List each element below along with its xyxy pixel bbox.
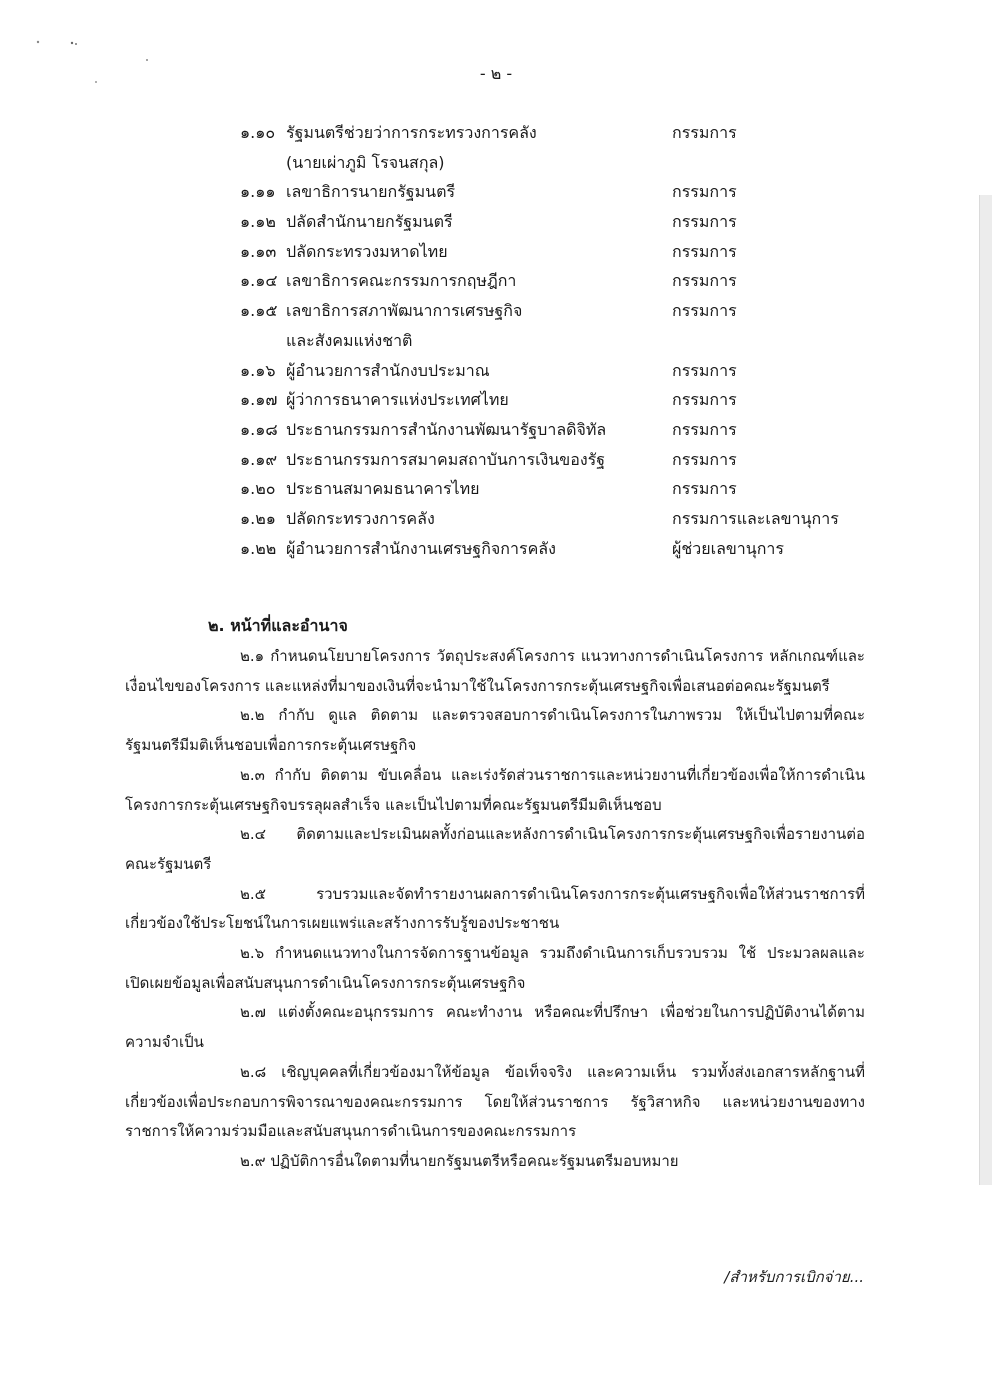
duty-text: ๒.๒ กำกับ ดูแล ติดตาม และตรวจสอบการดำเนินโครงการในภาพรวม ให้เป็นไปตามที่คณะรัฐมนตรีมีมติเห็นชอบเพื่อการกระตุ้นเศรษฐกิจ: [125, 706, 865, 755]
member-row: [240, 504, 880, 534]
duty-paragraph: [125, 939, 865, 998]
member-row-continuation: [240, 326, 880, 356]
duty-text: ๒.๖ กำหนดแนวทางในการจัดการฐานข้อมูล รวมถึงดำเนินการเก็บรวบรวม ใช้ ประมวลผลและเปิดเผยข้อมูลเพื่อสนับสนุนการดำเนินโครงการกระตุ้นเศรษฐกิจ: [125, 944, 865, 992]
member-role: กรรมการ: [672, 241, 737, 261]
member-row: [240, 118, 880, 148]
member-title: รัฐมนตรีช่วยว่าการกระทรวงการคลัง: [286, 123, 537, 142]
duty-paragraph: [125, 642, 865, 701]
scrollbar[interactable]: [979, 195, 992, 1185]
member-role: กรรมการ: [672, 123, 737, 142]
member-title: ปลัดสำนักนายกรัฐมนตรี: [286, 212, 453, 232]
member-number: ๑.๒๐: [240, 479, 276, 499]
member-title: ผู้อำนวยการสำนักงบประมาณ: [286, 360, 490, 380]
duty-text: ๒.๙ ปฏิบัติการอื่นใดตามที่นายกรัฐมนตรีหรือคณะรัฐมนตรีมอบหมาย: [240, 1151, 679, 1170]
duty-paragraph: [125, 761, 865, 820]
continuation-note: /สำหรับการเบิกจ่าย...: [724, 1268, 864, 1286]
member-title: ประธานกรรมการสมาคมสถาบันการเงินของรัฐ: [286, 449, 606, 469]
duties-list: [125, 642, 865, 1177]
member-role: กรรมการและเลขานุการ: [672, 508, 839, 528]
duty-text: ๒.๔ ติดตามและประเมินผลทั้งก่อนและหลังการดำเนินโครงการกระตุ้นเศรษฐกิจเพื่อรายงานต่อคณะรัฐมนตรี: [125, 825, 865, 873]
member-number: ๑.๑๓: [240, 241, 277, 261]
member-row: [240, 534, 880, 564]
member-row: [240, 296, 880, 326]
duty-text: ๒.๗ แต่งตั้งคณะอนุกรรมการ คณะทำงาน หรือคณะที่ปรึกษา เพื่อช่วยในการปฏิบัติงานได้ตามความจำเป็น: [125, 1003, 865, 1052]
member-role: ผู้ช่วยเลขานุการ: [672, 538, 784, 558]
committee-member-list: [240, 118, 880, 563]
member-row: [240, 445, 880, 475]
member-number: ๑.๑๗: [240, 390, 278, 410]
member-role: กรรมการ: [672, 182, 737, 202]
member-number: ๑.๑๔: [240, 271, 278, 291]
member-role: กรรมการ: [672, 390, 737, 410]
member-number: ๑.๑๙: [240, 449, 278, 469]
member-role: กรรมการ: [672, 271, 737, 291]
member-title: ประธานสมาคมธนาคารไทย: [286, 479, 480, 499]
duty-paragraph: [125, 1147, 865, 1177]
member-number: ๑.๑๑: [240, 182, 276, 202]
member-role: กรรมการ: [672, 419, 737, 439]
section-heading: ๒. หน้าที่และอำนาจ: [208, 616, 348, 635]
member-role: กรรมการ: [672, 212, 737, 232]
member-title-continuation: (นายเผ่าภูมิ โรจนสกุล): [286, 152, 445, 172]
member-row: [240, 237, 880, 267]
duty-paragraph: [125, 998, 865, 1057]
member-number: ๑.๒๒: [240, 538, 277, 558]
member-title: ปลัดกระทรวงมหาดไทย: [286, 241, 448, 261]
member-role: กรรมการ: [672, 360, 737, 380]
member-role: กรรมการ: [672, 301, 737, 321]
member-role: กรรมการ: [672, 479, 737, 499]
member-row: [240, 177, 880, 207]
member-title: ประธานกรรมการสำนักงานพัฒนารัฐบาลดิจิทัล: [286, 419, 607, 439]
member-row-continuation: [240, 148, 880, 178]
member-title: เลขาธิการนายกรัฐมนตรี: [286, 182, 456, 202]
member-number: ๑.๑๒: [240, 212, 276, 232]
member-row: [240, 266, 880, 296]
member-row: [240, 356, 880, 386]
member-number: ๑.๒๑: [240, 508, 276, 528]
member-number: ๑.๑๘: [240, 419, 278, 439]
member-row: [240, 385, 880, 415]
duty-paragraph: [125, 820, 865, 879]
member-title: ผู้อำนวยการสำนักงานเศรษฐกิจการคลัง: [286, 538, 556, 558]
duty-paragraph: [125, 701, 865, 760]
member-number: ๑.๑๕: [240, 301, 278, 321]
duty-paragraph: [125, 1058, 865, 1147]
duty-text: ๒.๑ กำหนดนโยบายโครงการ วัตถุประสงค์โครงการ แนวทางการดำเนินโครงการ หลักเกณฑ์และเงื่อนไขของโครงการ และแหล่งที่มาของเงินที่จะนำมาใช้ในโครงการกระตุ้นเศรษฐกิจเพื่อเสนอต่อคณะรัฐมนตรี: [125, 647, 865, 695]
member-number: ๑.๑๐: [240, 123, 276, 142]
member-number: ๑.๑๖: [240, 360, 276, 380]
member-title-continuation: และสังคมแห่งชาติ: [286, 330, 413, 350]
member-title: เลขาธิการคณะกรรมการกฤษฎีกา: [286, 271, 517, 291]
member-title: ผู้ว่าการธนาคารแห่งประเทศไทย: [286, 390, 509, 410]
duty-text: ๒.๕ รวบรวมและจัดทำรายงานผลการดำเนินโครงการกระตุ้นเศรษฐกิจเพื่อให้ส่วนราชการที่เกี่ยวข้องใช้ประโยชน์ในการเผยแพร่และสร้างการรับรู้ของประชาชน: [125, 884, 865, 933]
member-title: เลขาธิการสภาพัฒนาการเศรษฐกิจ: [286, 301, 523, 321]
member-title: ปลัดกระทรวงการคลัง: [286, 508, 435, 528]
duty-text: ๒.๓ กำกับ ติดตาม ขับเคลื่อน และเร่งรัดส่วนราชการและหน่วยงานที่เกี่ยวข้องเพื่อให้การดำเนินโครงการกระตุ้นเศรษฐกิจบรรลุผลสำเร็จ และเป็นไปตามที่คณะรัฐมนตรีมีมติเห็นชอบ: [125, 765, 865, 814]
member-role: กรรมการ: [672, 449, 737, 469]
duty-paragraph: [125, 880, 865, 939]
page-number: - ๒ -: [479, 64, 513, 83]
member-row: [240, 474, 880, 504]
member-row: [240, 207, 880, 237]
member-row: [240, 415, 880, 445]
duty-text: ๒.๘ เชิญบุคคลที่เกี่ยวข้องมาให้ข้อมูล ข้อเท็จจริง และความเห็น รวมทั้งส่งเอกสารหลักฐานที่เกี่ยวข้องเพื่อประกอบการพิจารณาของคณะกรรมการ โดยให้ส่วนราชการ รัฐวิสาหกิจ และหน่วยงานของทางราชการให้ความร่วมมือและสนับสนุนการดำเนินการของคณะกรรมการ: [125, 1062, 865, 1141]
